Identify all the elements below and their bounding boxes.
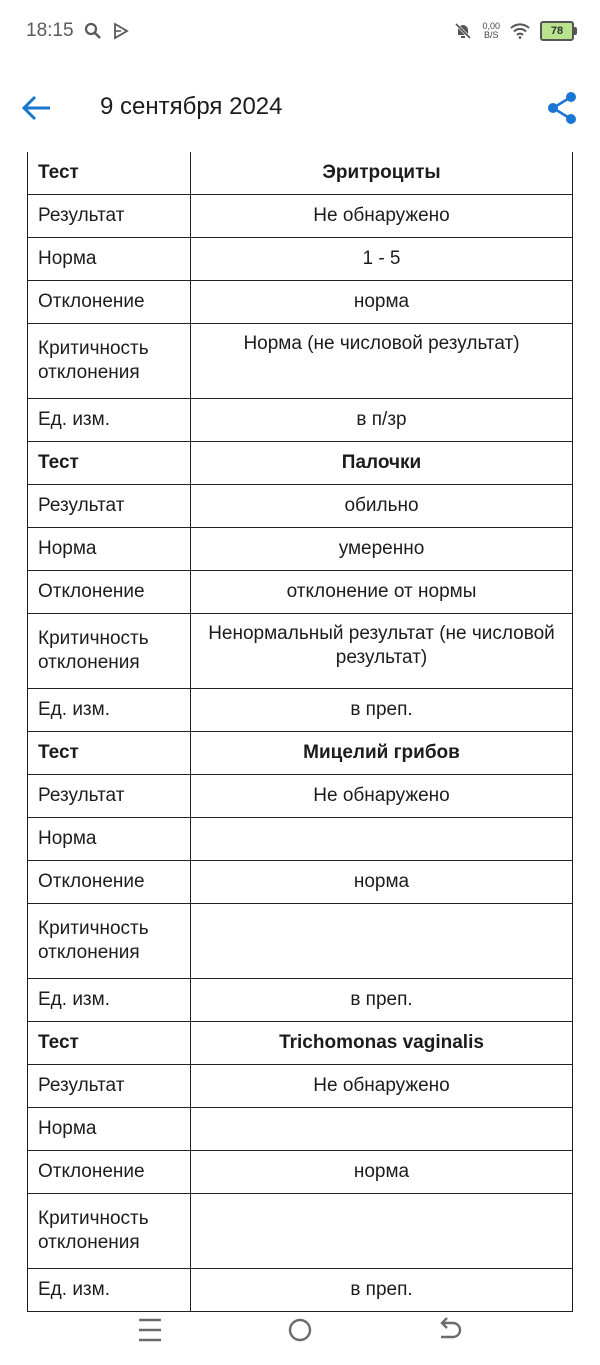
table-row: [28, 399, 573, 442]
table-row: [28, 614, 573, 689]
table-row: [28, 775, 573, 818]
table-row: [28, 152, 573, 195]
row-value: Не обнаружено: [191, 775, 573, 818]
row-label: Ед. изм.: [28, 689, 191, 732]
row-label: Результат: [28, 485, 191, 528]
share-icon[interactable]: [546, 90, 578, 126]
row-label: Результат: [28, 195, 191, 238]
row-label: Отклонение: [28, 1151, 191, 1194]
row-label: Отклонение: [28, 281, 191, 324]
row-label: Норма: [28, 1108, 191, 1151]
row-label: Норма: [28, 818, 191, 861]
back-arrow-icon[interactable]: [437, 1315, 463, 1345]
menu-icon[interactable]: [137, 1315, 163, 1345]
row-label: Критичность отклонения: [28, 904, 191, 979]
row-label: Критичность отклонения: [28, 614, 191, 689]
page-title: 9 сентября 2024: [100, 93, 283, 120]
table-row: [28, 1065, 573, 1108]
row-value: Не обнаружено: [191, 195, 573, 238]
search-icon: [84, 22, 102, 40]
row-label: Тест: [28, 152, 191, 195]
results-table-body: [28, 152, 573, 1312]
row-value: в преп.: [191, 1269, 573, 1312]
table-row: [28, 818, 573, 861]
row-value: [191, 818, 573, 861]
row-value: [191, 904, 573, 979]
row-label: Отклонение: [28, 571, 191, 614]
row-value: норма: [191, 1151, 573, 1194]
row-value: Норма (не числовой результат): [191, 324, 573, 399]
table-row: [28, 571, 573, 614]
battery-icon: 78: [540, 21, 574, 41]
back-arrow-icon[interactable]: [20, 90, 56, 126]
row-value: Ненормальный результат (не числовой результат): [191, 614, 573, 689]
mute-bell-icon: [454, 22, 472, 40]
row-value: [191, 1194, 573, 1269]
table-row: [28, 485, 573, 528]
row-value: [191, 1108, 573, 1151]
row-value: Эритроциты: [191, 152, 573, 195]
row-label: Тест: [28, 732, 191, 775]
row-label: Критичность отклонения: [28, 1194, 191, 1269]
row-label: Критичность отклонения: [28, 324, 191, 399]
status-bar: [0, 0, 600, 62]
table-row: [28, 1194, 573, 1269]
row-label: Ед. изм.: [28, 979, 191, 1022]
row-label: Тест: [28, 442, 191, 485]
play-outline-icon: [112, 22, 130, 40]
row-label: Ед. изм.: [28, 1269, 191, 1312]
table-row: [28, 689, 573, 732]
table-row: [28, 904, 573, 979]
app-bar: [0, 76, 600, 140]
row-value: 1 - 5: [191, 238, 573, 281]
row-value: обильно: [191, 485, 573, 528]
row-label: Тест: [28, 1022, 191, 1065]
row-value: умеренно: [191, 528, 573, 571]
table-row: [28, 732, 573, 775]
table-row: [28, 528, 573, 571]
table-row: [28, 979, 573, 1022]
row-value: в п/зр: [191, 399, 573, 442]
row-label: Норма: [28, 238, 191, 281]
table-row: [28, 324, 573, 399]
row-label: Результат: [28, 1065, 191, 1108]
status-right: [454, 21, 574, 41]
row-value: Не обнаружено: [191, 1065, 573, 1108]
table-row: [28, 1151, 573, 1194]
network-speed-unit: B/S: [483, 30, 499, 40]
table-row: [28, 1108, 573, 1151]
row-value: в преп.: [191, 979, 573, 1022]
row-value: Мицелий грибов: [191, 732, 573, 775]
row-label: Ед. изм.: [28, 399, 191, 442]
network-speed-value: 0,00: [482, 21, 500, 31]
row-value: норма: [191, 281, 573, 324]
row-label: Результат: [28, 775, 191, 818]
row-value: Trichomonas vaginalis: [191, 1022, 573, 1065]
table-row: [28, 442, 573, 485]
network-speed: [482, 22, 500, 40]
table-row: [28, 1022, 573, 1065]
results-table-container[interactable]: [27, 152, 573, 1300]
system-nav-bar: [0, 1300, 600, 1365]
wifi-icon: [510, 23, 530, 39]
table-row: [28, 195, 573, 238]
row-value: норма: [191, 861, 573, 904]
row-value: в преп.: [191, 689, 573, 732]
results-table: [27, 152, 573, 1312]
home-circle-icon[interactable]: [286, 1315, 314, 1345]
table-row: [28, 238, 573, 281]
row-label: Отклонение: [28, 861, 191, 904]
status-time: 18:15: [26, 20, 74, 41]
table-row: [28, 861, 573, 904]
table-row: [28, 281, 573, 324]
row-label: Норма: [28, 528, 191, 571]
status-left: [26, 20, 130, 42]
row-value: Палочки: [191, 442, 573, 485]
row-value: отклонение от нормы: [191, 571, 573, 614]
